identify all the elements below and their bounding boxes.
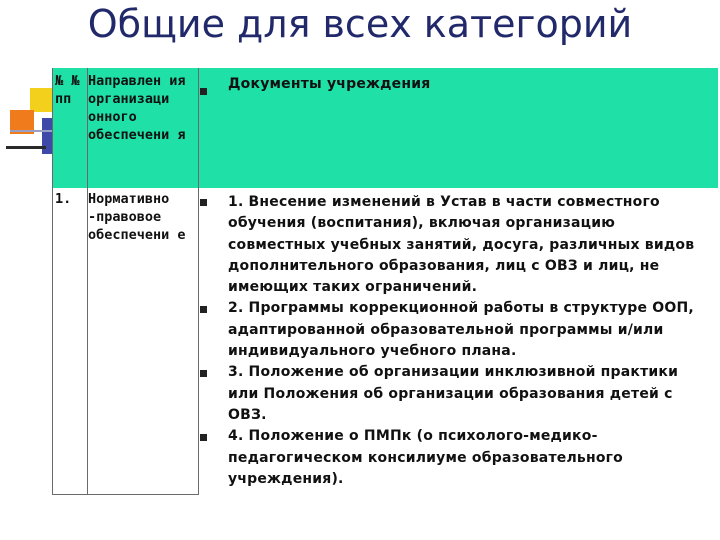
square-bullet-icon: [200, 88, 207, 95]
document-item: 2. Программы коррекционной работы в структуре ООП, адаптированной образовательной программы и/или индивидуального учебного плана.: [228, 300, 694, 360]
categories-table: [52, 68, 718, 494]
document-item: 3. Положение об организации инклюзивной практики или Положения об организации образования детей с ОВЗ.: [228, 364, 679, 423]
column-divider: [52, 68, 53, 494]
header-num-cell: № № пп: [55, 73, 80, 107]
header-documents-cell: Документы учреждения: [228, 76, 431, 92]
document-item: 4. Положение о ПМПк (о психолого-медико-педагогическом консилиуме образовательного учреждения).: [228, 428, 623, 487]
page-title: Общие для всех категорий: [87, 2, 633, 46]
row-divider: [52, 494, 199, 495]
decorative-yellow-square: [30, 88, 54, 112]
document-item: 1. Внесение изменений в Устав в части совместного обучения (воспитания), включая организацию совместных учебных занятий, досуга, различных видов дополнительного образования, лиц с ОВЗ и лиц, не имеющих таких ограничений.: [228, 194, 695, 296]
row-num-cell: 1.: [55, 191, 72, 207]
square-bullet-icon: [200, 306, 207, 313]
header-direction-cell: Направлен ия организаци онного обеспечени я: [88, 73, 186, 143]
row-documents-cell: [228, 192, 712, 490]
square-bullet-icon: [200, 199, 207, 206]
square-bullet-icon: [200, 434, 207, 441]
decorative-line-dark: [6, 146, 46, 149]
row-direction-cell: Нормативно -правовое обеспечени е: [88, 191, 186, 243]
square-bullet-icon: [200, 370, 207, 377]
